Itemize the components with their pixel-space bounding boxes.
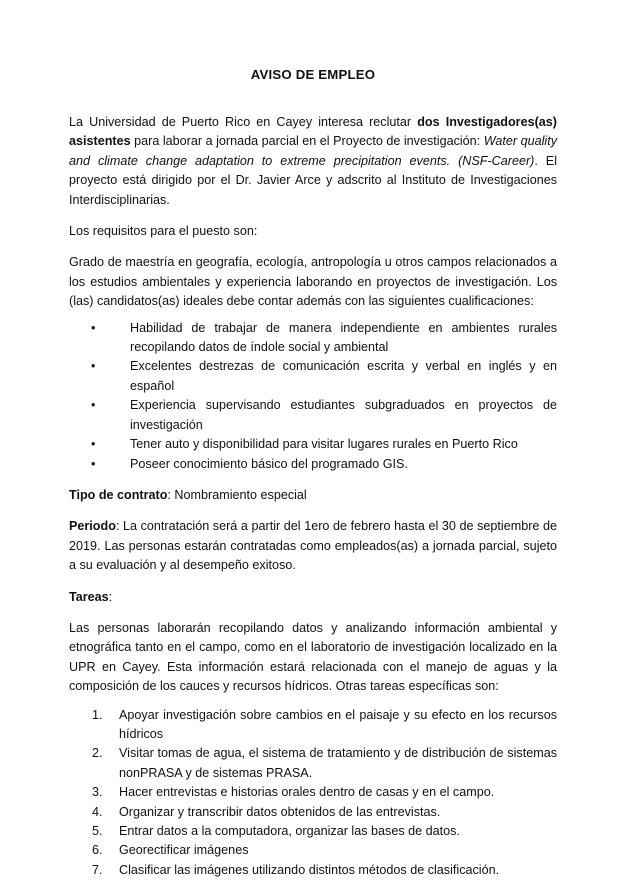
tasks-separator: : xyxy=(108,589,113,604)
list-item xyxy=(69,861,557,880)
list-number: 1. xyxy=(92,707,103,722)
list-item xyxy=(69,396,557,435)
task-text: Entrar datos a la computadora, organizar las bases de datos. xyxy=(119,824,460,838)
intro-bold-role: dos Investigadores(as) asistentes xyxy=(69,115,557,149)
list-item xyxy=(69,822,557,841)
requirements-body: Grado de maestría en geografía, ecología, antropología u otros campos relacionados a los estudios ambientales y experiencia laborando en proyectos de investigación. Los (las) candidatos(as) ideales debe contar además con las siguientes cualificaciones: xyxy=(69,255,557,309)
tasks-label: Tareas xyxy=(69,589,109,604)
period-paragraph xyxy=(69,517,557,575)
list-number: 2. xyxy=(92,746,103,761)
period-label: Periodo xyxy=(69,519,116,534)
list-item xyxy=(69,455,557,474)
list-item xyxy=(69,319,557,358)
page-title: AVISO DE EMPLEO xyxy=(250,67,376,82)
intro-italic-project-title: Water quality and climate change adaptation to extreme precipitation events. (NSF-Career) xyxy=(69,134,557,168)
qualification-text: Poseer conocimiento básico del programado GIS. xyxy=(130,456,408,471)
list-item xyxy=(69,435,557,454)
list-item xyxy=(69,744,557,783)
list-number: 4. xyxy=(92,804,103,819)
list-number: 7. xyxy=(92,862,103,877)
list-number: 5. xyxy=(92,824,103,838)
spacer xyxy=(69,576,557,588)
list-number: 3. xyxy=(92,785,103,800)
qualification-text: Habilidad de trabajar de manera independiente en ambientes rurales recopilando datos de índole social y ambiental xyxy=(130,320,557,355)
task-text: Clasificar las imágenes utilizando distintos métodos de clasificación. xyxy=(119,862,500,877)
requirements-intro: Los requisitos para el puesto son: xyxy=(69,224,258,239)
spacer xyxy=(69,607,557,619)
tasks-heading xyxy=(69,588,557,607)
contract-type-line xyxy=(69,486,557,505)
intro-segment-3: . El proyecto está dirigido por el Dr. Javier Arce y adscrito al Instituto de Investigaciones Interdisciplinarias. xyxy=(69,153,557,207)
qualification-text: Experiencia supervisando estudiantes subgraduados en proyectos de investigación xyxy=(130,398,557,432)
spacer xyxy=(69,83,557,113)
contract-type-separator: : xyxy=(167,487,175,502)
list-item xyxy=(69,357,557,396)
bullet-icon: • xyxy=(91,398,96,413)
contract-type-label: Tipo de contrato xyxy=(69,487,168,502)
bullet-icon: • xyxy=(91,437,96,452)
document-body xyxy=(69,60,557,880)
qualification-text: Excelentes destrezas de comunicación escrita y verbal en inglés y en español xyxy=(130,359,557,393)
list-item xyxy=(69,706,557,745)
task-text: Visitar tomas de agua, el sistema de tratamiento y de distribución de sistemas nonPRASA y de sistemas PRASA. xyxy=(119,746,557,780)
spacer xyxy=(69,210,557,222)
task-text: Apoyar investigación sobre cambios en el paisaje y su efecto en los recursos hídricos xyxy=(119,707,557,741)
qualifications-list xyxy=(69,319,557,474)
tasks-body: Las personas laborarán recopilando datos y analizando información ambiental y etnográfica tanto en el campo, como en el laboratorio de investigación localizado en la UPR en Cayey. Esta información estará relacionada con el manejo de aguas y la composición de los cauces y recursos hídricos. Otras tareas específicas son: xyxy=(69,620,557,694)
tasks-list xyxy=(69,706,557,880)
list-item xyxy=(69,803,557,822)
task-text: Hacer entrevistas e historias orales dentro de casas y en el campo. xyxy=(119,785,495,800)
intro-paragraph xyxy=(69,113,557,210)
period-separator: : xyxy=(115,519,123,534)
qualification-text: Tener auto y disponibilidad para visitar lugares rurales en Puerto Rico xyxy=(130,437,518,452)
contract-type-value: Nombramiento especial xyxy=(174,487,307,502)
intro-segment-1: La Universidad de Puerto Rico en Cayey interesa reclutar xyxy=(69,115,418,129)
bullet-icon: • xyxy=(91,359,96,374)
task-text: Organizar y transcribir datos obtenidos de las entrevistas. xyxy=(119,804,441,819)
bullet-icon: • xyxy=(91,320,96,335)
task-text: Georectificar imágenes xyxy=(119,843,249,858)
spacer xyxy=(69,505,557,517)
spacer xyxy=(69,241,557,253)
period-value: La contratación será a partir del 1ero de febrero hasta el 30 de septiembre de 2019. Las personas estarán contratadas como empleados(as) a jornada parcial, sujeto a su evaluación y al desempeño exitoso. xyxy=(69,519,558,573)
list-number: 6. xyxy=(92,843,103,858)
spacer xyxy=(69,474,557,486)
intro-segment-2: para laborar a jornada parcial en el Proyecto de investigación: xyxy=(130,134,484,149)
list-item xyxy=(69,841,557,860)
bullet-icon: • xyxy=(91,456,96,471)
list-item xyxy=(69,783,557,802)
